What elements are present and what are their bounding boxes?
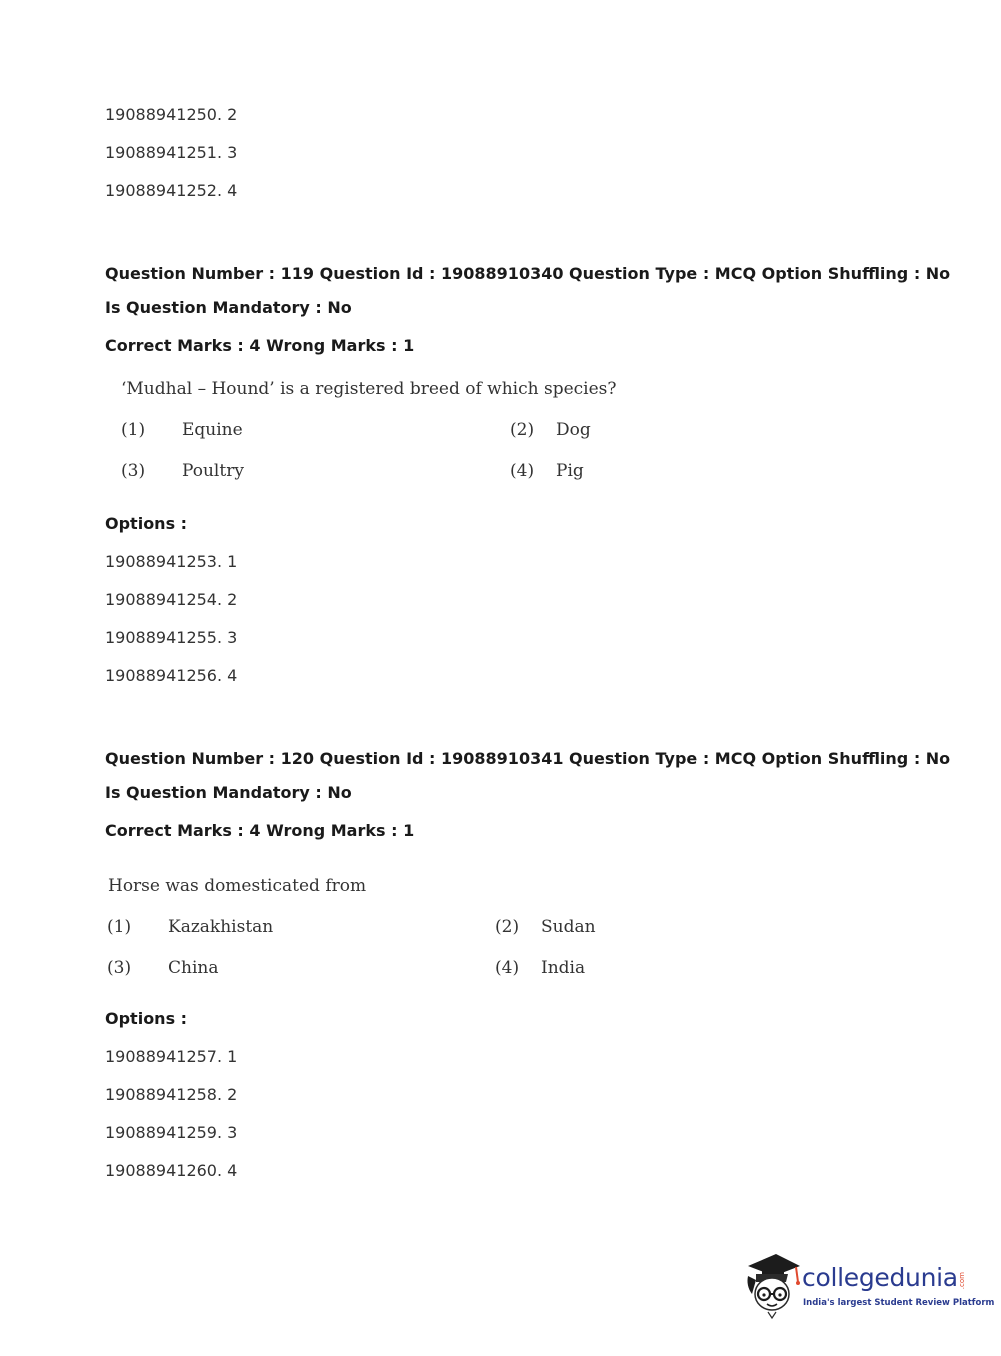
choice-number: (2) — [495, 917, 520, 937]
choice-number: (4) — [510, 461, 535, 481]
choice-text: Dog — [556, 420, 591, 440]
option-line: 19088941252. 4 — [105, 181, 238, 200]
options-label: Options : — [105, 1009, 188, 1028]
question-text: ‘Mudhal – Hound’ is a registered breed of which species? — [121, 379, 617, 399]
choice-number: (1) — [121, 420, 146, 440]
option-line: 19088941254. 2 — [105, 590, 238, 609]
option-line: 19088941260. 4 — [105, 1161, 238, 1180]
question-mandatory: Is Question Mandatory : No — [105, 783, 352, 802]
choice-text: Pig — [556, 461, 584, 481]
question-text: Horse was domesticated from — [108, 876, 367, 896]
option-line: 19088941259. 3 — [105, 1123, 238, 1142]
choice-text: Equine — [182, 420, 243, 440]
choice-text: Sudan — [541, 917, 596, 937]
choice-number: (1) — [107, 917, 132, 937]
choice-text: Poultry — [182, 461, 244, 481]
choice-number: (2) — [510, 420, 535, 440]
logo-tagline: India's largest Student Review Platform — [803, 1298, 995, 1308]
options-label: Options : — [105, 514, 188, 533]
logo-com-text: .com — [958, 1272, 966, 1290]
option-line: 19088941256. 4 — [105, 666, 238, 685]
choice-number: (3) — [121, 461, 146, 481]
choice-number: (4) — [495, 958, 520, 978]
collegedunia-logo[interactable] — [742, 1250, 995, 1320]
option-line: 19088941257. 1 — [105, 1047, 238, 1066]
question-marks: Correct Marks : 4 Wrong Marks : 1 — [105, 336, 415, 355]
option-line: 19088941250. 2 — [105, 105, 238, 124]
option-line: 19088941255. 3 — [105, 628, 238, 647]
question-header: Question Number : 119 Question Id : 19088910340 Question Type : MCQ Option Shuffling : No — [105, 264, 951, 283]
option-line: 19088941258. 2 — [105, 1085, 238, 1104]
choice-text: India — [541, 958, 586, 978]
option-line: 19088941253. 1 — [105, 552, 238, 571]
choice-number: (3) — [107, 958, 132, 978]
logo-brand-text: collegedunia — [802, 1263, 958, 1292]
choice-text: China — [168, 958, 219, 978]
question-mandatory: Is Question Mandatory : No — [105, 298, 352, 317]
question-marks: Correct Marks : 4 Wrong Marks : 1 — [105, 821, 415, 840]
option-line: 19088941251. 3 — [105, 143, 238, 162]
choice-text: Kazakhistan — [168, 917, 274, 937]
student-mascot-icon — [742, 1250, 802, 1320]
question-header: Question Number : 120 Question Id : 19088910341 Question Type : MCQ Option Shuffling : No — [105, 749, 951, 768]
